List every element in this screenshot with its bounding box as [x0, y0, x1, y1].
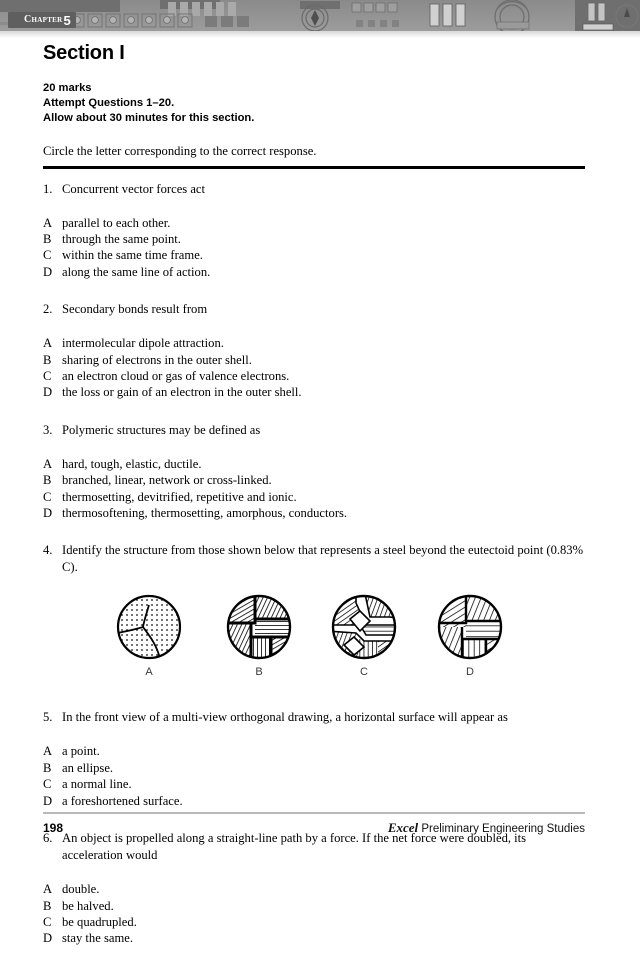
- option-b[interactable]: [43, 898, 585, 914]
- question-4: [43, 542, 585, 701]
- option-b[interactable]: [43, 472, 585, 488]
- option-letter: A: [43, 456, 53, 471]
- option-letter: B: [43, 898, 52, 913]
- option-letter: A: [43, 215, 53, 230]
- chapter-number: 5: [63, 12, 71, 28]
- option-letter: C: [43, 369, 52, 384]
- attempt-line: Attempt Questions 1–20.: [43, 97, 175, 109]
- option-letter: B: [43, 760, 52, 775]
- option-text: branched, linear, network or cross-linked.: [62, 473, 272, 488]
- option-c[interactable]: [43, 776, 585, 792]
- option-c[interactable]: [43, 247, 585, 263]
- microstructure-diagram-c: [330, 593, 398, 661]
- option-text: a point.: [62, 744, 100, 759]
- option-a[interactable]: [43, 743, 585, 759]
- option-letter: D: [43, 385, 53, 400]
- question-stem: [43, 422, 585, 439]
- chapter-tab: [8, 12, 76, 28]
- option-b[interactable]: [43, 231, 585, 247]
- option-text: a foreshortened surface.: [62, 793, 183, 808]
- question-text: Polymeric structures may be defined as: [62, 422, 261, 437]
- option-list: [43, 743, 585, 809]
- book-title: [388, 820, 585, 836]
- chapter-header-banner: [0, 0, 640, 31]
- chapter-label: Chapter: [24, 14, 63, 25]
- question-number: 6.: [43, 831, 53, 846]
- question-stem: [43, 709, 585, 726]
- figure-option-a[interactable]: [111, 593, 187, 678]
- question-1: [43, 181, 585, 281]
- option-letter: D: [43, 264, 53, 279]
- figure-label-d: D: [466, 666, 474, 679]
- option-d[interactable]: [43, 264, 585, 280]
- option-d[interactable]: [43, 384, 585, 400]
- option-letter: A: [43, 882, 53, 897]
- option-c[interactable]: [43, 489, 585, 505]
- option-text: thermosoftening, thermosetting, amorphous, conductors.: [62, 506, 348, 521]
- figure-label-a: A: [145, 666, 153, 679]
- question-text: An object is propelled along a straight-line path by a force. If the net force were doubled, its acceleration would: [62, 831, 527, 863]
- question-stem: [43, 181, 585, 198]
- option-letter: B: [43, 352, 52, 367]
- option-text: be halved.: [62, 898, 114, 913]
- section-title: Section I: [43, 42, 125, 64]
- option-text: a normal line.: [62, 777, 132, 792]
- question-text: In the front view of a multi-view orthogonal drawing, a horizontal surface will appear as: [62, 710, 508, 725]
- option-text: be quadrupled.: [62, 914, 137, 929]
- option-list: [43, 215, 585, 281]
- option-b[interactable]: [43, 352, 585, 368]
- figure-option-d[interactable]: [432, 593, 508, 678]
- option-c[interactable]: [43, 368, 585, 384]
- option-letter: C: [43, 248, 52, 263]
- option-text: sharing of electrons in the outer shell.: [62, 352, 252, 367]
- option-a[interactable]: [43, 215, 585, 231]
- option-c[interactable]: [43, 914, 585, 930]
- option-list: [43, 335, 585, 401]
- banner-fade: [0, 31, 640, 38]
- time-line: Allow about 30 minutes for this section.: [43, 112, 255, 124]
- option-letter: D: [43, 793, 53, 808]
- option-d[interactable]: [43, 930, 585, 946]
- option-list: [43, 456, 585, 522]
- question-3: [43, 422, 585, 522]
- question-stem: [43, 542, 585, 576]
- option-letter: A: [43, 744, 53, 759]
- book-title-text: Preliminary Engineering Studies: [418, 823, 585, 835]
- question-number: 3.: [43, 422, 53, 437]
- question-5: [43, 709, 585, 809]
- option-a[interactable]: [43, 335, 585, 351]
- figure-label-c: C: [360, 666, 368, 679]
- microstructure-diagram-b: [225, 593, 293, 661]
- section-divider-rule: [43, 166, 585, 169]
- option-text: the loss or gain of an electron in the outer shell.: [62, 385, 302, 400]
- option-text: along the same line of action.: [62, 264, 211, 279]
- section-instructions: [43, 81, 585, 126]
- option-text: thermosetting, devitrified, repetitive and ionic.: [62, 489, 297, 504]
- footer-divider-rule: [43, 812, 585, 814]
- question-number: 2.: [43, 302, 53, 317]
- option-a[interactable]: [43, 881, 585, 897]
- question-text: Secondary bonds result from: [62, 302, 208, 317]
- page-number: 198: [43, 821, 64, 835]
- option-a[interactable]: [43, 456, 585, 472]
- marks-line: 20 marks: [43, 82, 92, 94]
- option-text: within the same time frame.: [62, 248, 203, 263]
- microstructure-diagram-a: [115, 593, 183, 661]
- option-text: stay the same.: [62, 931, 133, 946]
- figure-option-c[interactable]: [326, 593, 402, 678]
- question-6: [43, 830, 585, 947]
- microstructure-figure-row: [43, 593, 585, 701]
- option-letter: B: [43, 232, 52, 246]
- option-d[interactable]: [43, 793, 585, 809]
- option-letter: C: [43, 914, 52, 929]
- page-footer: [43, 820, 585, 836]
- question-text: Concurrent vector forces act: [62, 181, 206, 196]
- response-directive: Circle the letter corresponding to the correct response.: [43, 144, 317, 158]
- question-number: 4.: [43, 543, 53, 558]
- option-letter: C: [43, 489, 52, 504]
- brand-name: Excel: [387, 820, 419, 835]
- option-text: an electron cloud or gas of valence electrons.: [62, 369, 290, 384]
- option-text: through the same point.: [62, 232, 181, 246]
- figure-option-b[interactable]: [221, 593, 297, 678]
- instrument-panel-photo: [0, 0, 640, 31]
- option-letter: C: [43, 777, 52, 792]
- option-letter: D: [43, 506, 53, 521]
- question-text: Identify the structure from those shown below that represents a steel beyond the eutectoid point (0.83% C).: [62, 543, 584, 575]
- question-number: 5.: [43, 710, 53, 725]
- option-letter: D: [43, 931, 53, 946]
- option-text: parallel to each other.: [62, 215, 171, 230]
- option-text: double.: [62, 882, 100, 897]
- microstructure-diagram-d: [436, 593, 504, 661]
- option-letter: A: [43, 336, 53, 351]
- question-stem: [43, 301, 585, 318]
- option-letter: B: [43, 473, 52, 488]
- option-text: hard, tough, elastic, ductile.: [62, 456, 202, 471]
- option-text: intermolecular dipole attraction.: [62, 336, 224, 351]
- figure-label-b: B: [255, 666, 263, 679]
- option-list: [43, 881, 585, 947]
- option-d[interactable]: [43, 505, 585, 521]
- option-b[interactable]: [43, 760, 585, 776]
- question-2: [43, 301, 585, 401]
- question-number: 1.: [43, 181, 53, 196]
- option-text: an ellipse.: [62, 760, 114, 775]
